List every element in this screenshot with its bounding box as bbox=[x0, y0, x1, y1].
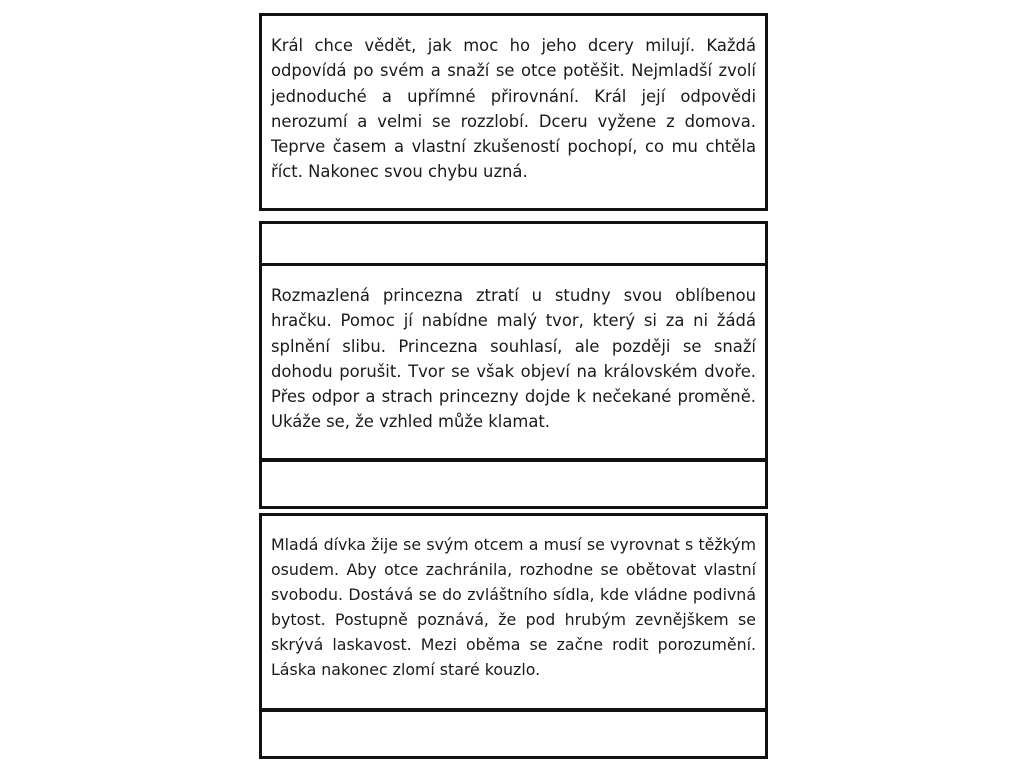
story-text: Král chce vědět, jak moc ho jeho dcery milují. Každá odpovídá po svém a snaží se otce potěšit. Nejmladší zvolí jednoduché a upřímné přirovnání. Král její odpovědi nerozumí a velmi se rozzlobí. Dceru vyžene z domova. Teprve časem a vlastní zkušeností pochopí, co mu chtěla říct. Nakonec svou chybu uzná. bbox=[271, 36, 756, 182]
story-text-box bbox=[259, 513, 768, 711]
story-text-box bbox=[259, 13, 768, 211]
answer-box[interactable] bbox=[259, 709, 768, 759]
story-text: Rozmazlená princezna ztratí u studny svou oblíbenou hračku. Pomoc jí nabídne malý tvor, který si za ni žádá splnění slibu. Princezna souhlasí, ale později se snaží dohodu porušit. Tvor se však objeví na královském dvoře. Přes odpor a strach princezny dojde k nečekané proměně. Ukáže se, že vzhled může klamat. bbox=[271, 286, 756, 432]
story-text-box bbox=[259, 263, 768, 461]
story-text: Mladá dívka žije se svým otcem a musí se vyrovnat s těžkým osudem. Aby otce zachránila, rozhodne se obětovat vlastní svobodu. Dostává se do zvláštního sídla, kde vládne podivná bytost. Postupně poznává, že pod hrubým zevnějškem se skrývá laskavost. Mezi oběma se začne rodit porozumění. Láska nakonec zlomí staré kouzlo. bbox=[271, 535, 756, 679]
answer-box[interactable] bbox=[259, 459, 768, 509]
